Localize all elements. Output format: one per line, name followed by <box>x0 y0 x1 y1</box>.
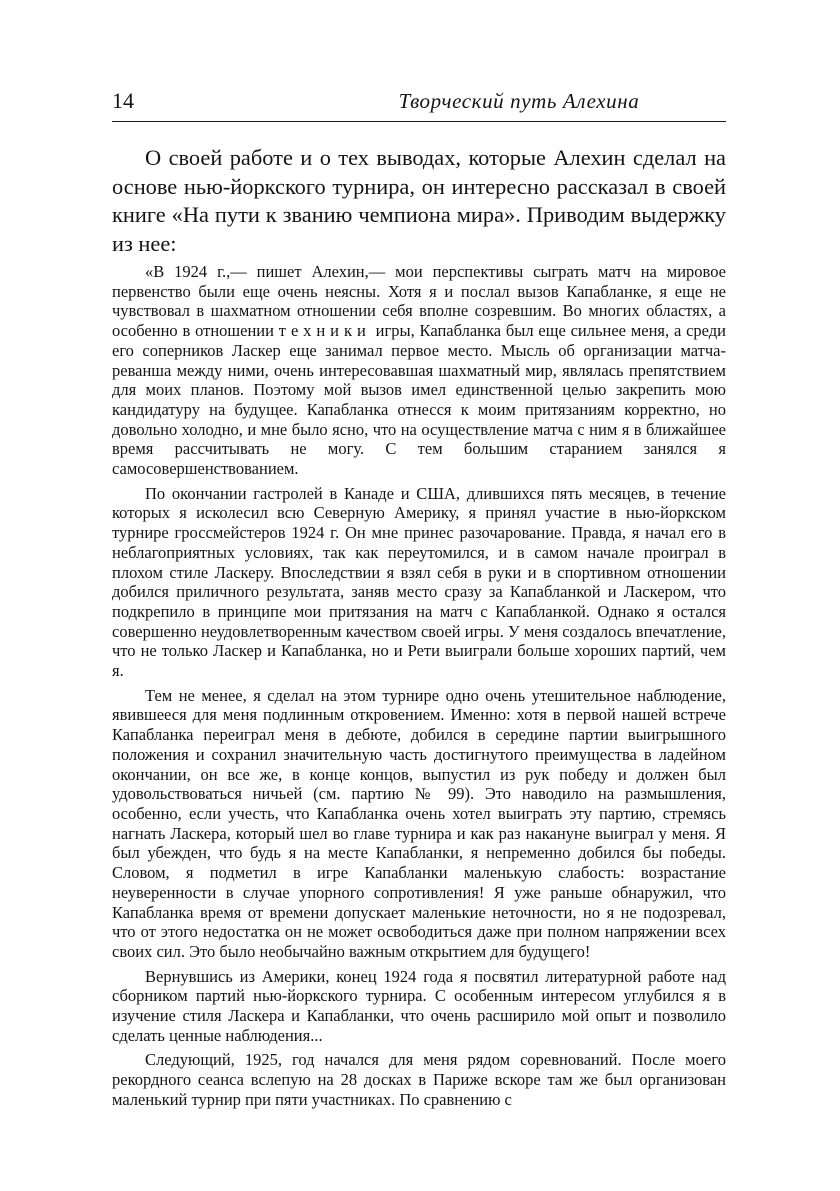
quote-paragraph-4: Вернувшись из Америки, конец 1924 года я посвятил литературной работе над сборником партий нью-йоркского турнира. С особенным интересом углубился я в изучение стиля Ласкера и Капабланки, что очень расширило мой опыт и позволило сделать ценные наблюдения... <box>112 966 726 1045</box>
running-head <box>112 88 726 118</box>
header-rule <box>112 121 726 122</box>
quote-paragraph-2: По окончании гастролей в Канаде и США, длившихся пять месяцев, в течение которых я исколесил всю Северную Америку, я принял участие в нью-йоркском турнире гроссмейстеров 1924 г. Он мне принес разочарование. Правда, я начал его в неблагоприятных условиях, так как переутомился, и в самом начале проиграл в плохом стиле Ласкеру. Впоследствии я взял себя в руки и в спортивном отношении добился приличного результата, заняв место сразу за Капабланкой и Ласкером, что подкрепило в принципе мои притязания на матч с Капабланкой. Однако я остался совершенно неудовлетворенным качеством своей игры. У меня создалось впечатление, что не только Ласкер и Капабланка, но и Рети выиграли больше хороших партий, чем я. <box>112 483 726 681</box>
quote-p1-before: «В 1924 г.,— пишет Алехин,— мои перспективы сыграть матч на мировое первенство были еще очень неясны. Хотя я и послал вызов Капабланке, я еще не чувствовал в шахматном отношении себя вполне созревшим. Во многих областях, а особенно в отношении <box>112 262 726 341</box>
quote-p1-after: игры, Капабланка был еще сильнее меня, а среди его соперников Ласкер еще занимал первое место. Мысль об организации матча-реванша между ними, очень интересовавшая шахматный мир, являлась препятствием для моих планов. Поэтому мой вызов имел единственной целью закрепить мою кандидатуру на будущее. Капабланка отнесся к моим притязаниям корректно, но довольно холодно, и мне было ясно, что на осуществление матча с ним я в ближайшее время рассчитывать не могу. С тем большим старанием занялся я самосовершенствованием. <box>112 321 727 479</box>
spaced-emphasis: техники <box>278 321 371 341</box>
running-title: Творческий путь Алехина <box>398 89 640 113</box>
quote-paragraph-5: Следующий, 1925, год начался для меня рядом соревнований. После моего рекордного сеанса вслепую на 28 досках в Париже вскоре там же был организован маленький турнир при пяти участниках. По сравнению с <box>112 1050 726 1109</box>
page-number: 14 <box>112 88 134 113</box>
quote-paragraph-1 <box>112 262 726 479</box>
intro-paragraph: О своей работе и о тех выводах, которые Алехин сделал на основе нью-йоркского турнира, он интересно рассказал в своей книге «На пути к званию чемпиона мира». Приводим выдержку из нее: <box>112 145 726 256</box>
quote-paragraph-3: Тем не менее, я сделал на этом турнире одно очень утешительное наблюдение, явившееся для меня подлинным откровением. Именно: хотя в первой нашей встрече Капабланка переиграл меня в дебюте, добился в середине партии выигрышного положения и сохранил значительную часть достигнутого преимущества в ладейном окончании, он все же, в конце концов, выпустил из рук победу и должен был удовольствоваться ничьей (см. партию № 99). Это наводило на размышления, особенно, если учесть, что Капабланка очень хотел выиграть эту партию, стремясь нагнать Ласкера, который шел во главе турнира и как раз накануне выиграл у меня. Я был убежден, что будь я на месте Капабланки, я непременно добился бы победы. Словом, я подметил в игре Капабланки маленькую слабость: возрастание неуверенности в случае упорного сопротивления! Я уже раньше обнаружил, что Капабланка время от времени допускает маленькие неточности, но я не подозревал, что от этого недостатка он не может освободиться даже при полном напряжении всех своих сил. Это было необычайно важным открытием для будущего! <box>112 685 726 961</box>
quote-block <box>112 262 726 1115</box>
